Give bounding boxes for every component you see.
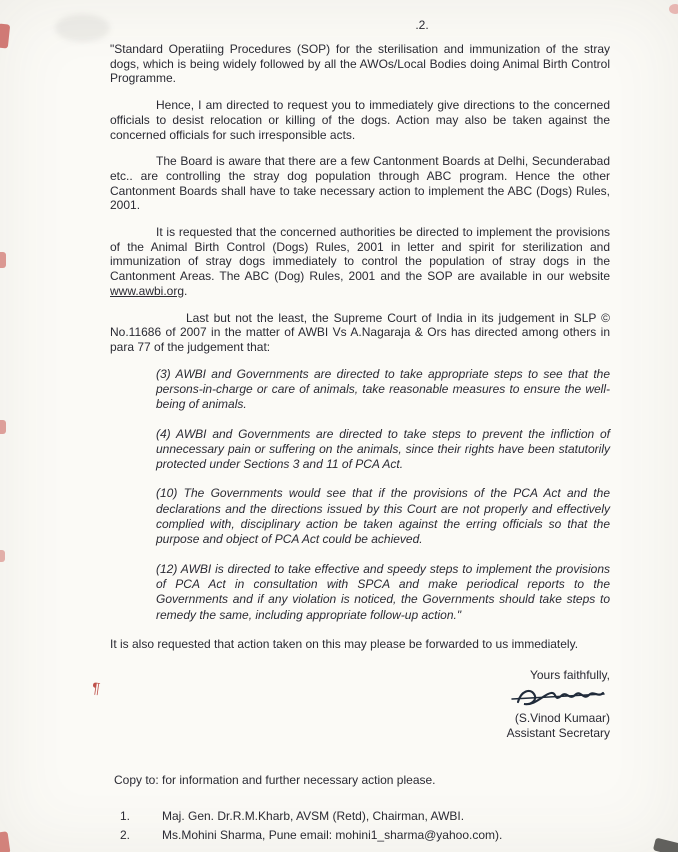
paragraph-text: . bbox=[184, 283, 188, 298]
awbi-website-link[interactable]: www.awbi.org bbox=[110, 283, 185, 298]
body-paragraph-sop: "Standard Operatiing Procedures (SOP) for the sterilisation and immunization of the stray dogs, which is being widely followed by all the AWOs/Local Bodies doing Animal Birth Control Programme. bbox=[110, 42, 610, 86]
copy-recipient-row bbox=[120, 809, 610, 824]
page-number: .2. bbox=[415, 18, 429, 32]
copy-recipient-list bbox=[120, 809, 610, 843]
signature-salutation: Yours faithfully, bbox=[529, 667, 610, 682]
recipient-text: Maj. Gen. Dr.R.M.Kharb, AVSM (Retd), Chairman, AWBI. bbox=[162, 808, 465, 823]
body-paragraph-cantonment-boards: The Board is aware that there are a few Cantonment Boards at Delhi, Secunderabad etc.. are controlling the stray dog population through ABC program. Hence the other Cantonment Boards shall have to take necessary action to implement the ABC (Dogs) Rules, 2001. bbox=[110, 154, 610, 213]
scan-mark-pink-top-right bbox=[669, 4, 678, 14]
signature-scribble bbox=[110, 685, 610, 711]
scan-mark-red-left bbox=[0, 252, 6, 268]
judgement-quote-3: (3) AWBI and Governments are directed to take appropriate steps to see that the persons-in-charge or care of animals, take reasonable measures to ensure the well-being of animals. bbox=[156, 366, 610, 412]
scan-mark-red-left bbox=[0, 420, 6, 434]
scan-mark-red-bottom-left bbox=[0, 831, 10, 852]
body-paragraph-supreme-court: Last but not the least, the Supreme Court of India in its judgement in SLP © No.11686 of 2007 in the matter of AWBI Vs A.Nagaraja & Ors has directed among others in para 77 of the judgement that: bbox=[110, 310, 610, 354]
copy-to-heading: Copy to: for information and further necessary action please. bbox=[114, 772, 436, 787]
body-paragraph-abc-rules bbox=[110, 225, 610, 299]
red-pen-mark: ¶ bbox=[90, 679, 102, 698]
scan-mark-red-top-left bbox=[0, 23, 10, 48]
copy-recipient-row bbox=[120, 828, 610, 843]
judgement-quote-4: (4) AWBI and Governments are directed to take steps to prevent the infliction of unnecessary pain or suffering on the animals, since their rights have been statutorily protected under Sections 3 and 11 of PCA Act. bbox=[156, 426, 610, 472]
scan-mark-dark-bottom-right bbox=[653, 838, 678, 852]
scan-mark-red-left bbox=[0, 550, 5, 562]
judgement-quote-12: (12) AWBI is directed to take effective and speedy steps to implement the provisions of PCA Act in consultation with SPCA and make periodical reports to the Governments and if any violation is noticed, the Governments should take steps to remedy the same, including appropriate follow-up action." bbox=[156, 561, 610, 622]
judgement-quote-10: (10) The Governments would see that if the provisions of the PCA Act and the declarations and the directions issued by this Court are not properly and effectively complied with, disciplinary action be taken against the erring officials so that the purpose and object of PCA Act could be achieved. bbox=[156, 486, 610, 547]
paragraph-text: It is requested that the concerned authorities be directed to implement the provisions of the Animal Birth Control (Dogs) Rules, 2001 in letter and spirit for sterilization and immunization of stray dogs immediately to control the population of stray dogs in the Cantonment Areas. The ABC (Dog) Rules, 2001 and the SOP are available in our website bbox=[110, 225, 610, 284]
closing-request: It is also requested that action taken on this may please be forwarded to us immediately. bbox=[110, 636, 579, 651]
signature-title: Assistant Secretary bbox=[506, 725, 610, 740]
recipient-number: 1. bbox=[120, 808, 131, 823]
letter-content bbox=[110, 18, 610, 847]
signature-ink-icon bbox=[510, 685, 606, 711]
body-paragraph-directions: Hence, I am directed to request you to immediately give directions to the concerned officials to desist relocation or killing of the dogs. Action may also be taken against the concerned officials for such irresponsible acts. bbox=[110, 98, 610, 142]
recipient-number: 2. bbox=[120, 827, 131, 842]
recipient-text: Ms.Mohini Sharma, Pune email: mohini1_sharma@yahoo.com). bbox=[162, 827, 503, 842]
scan-smudge bbox=[55, 14, 110, 42]
signature-block bbox=[110, 668, 610, 741]
signature-name: (S.Vinod Kumaar) bbox=[514, 710, 610, 725]
